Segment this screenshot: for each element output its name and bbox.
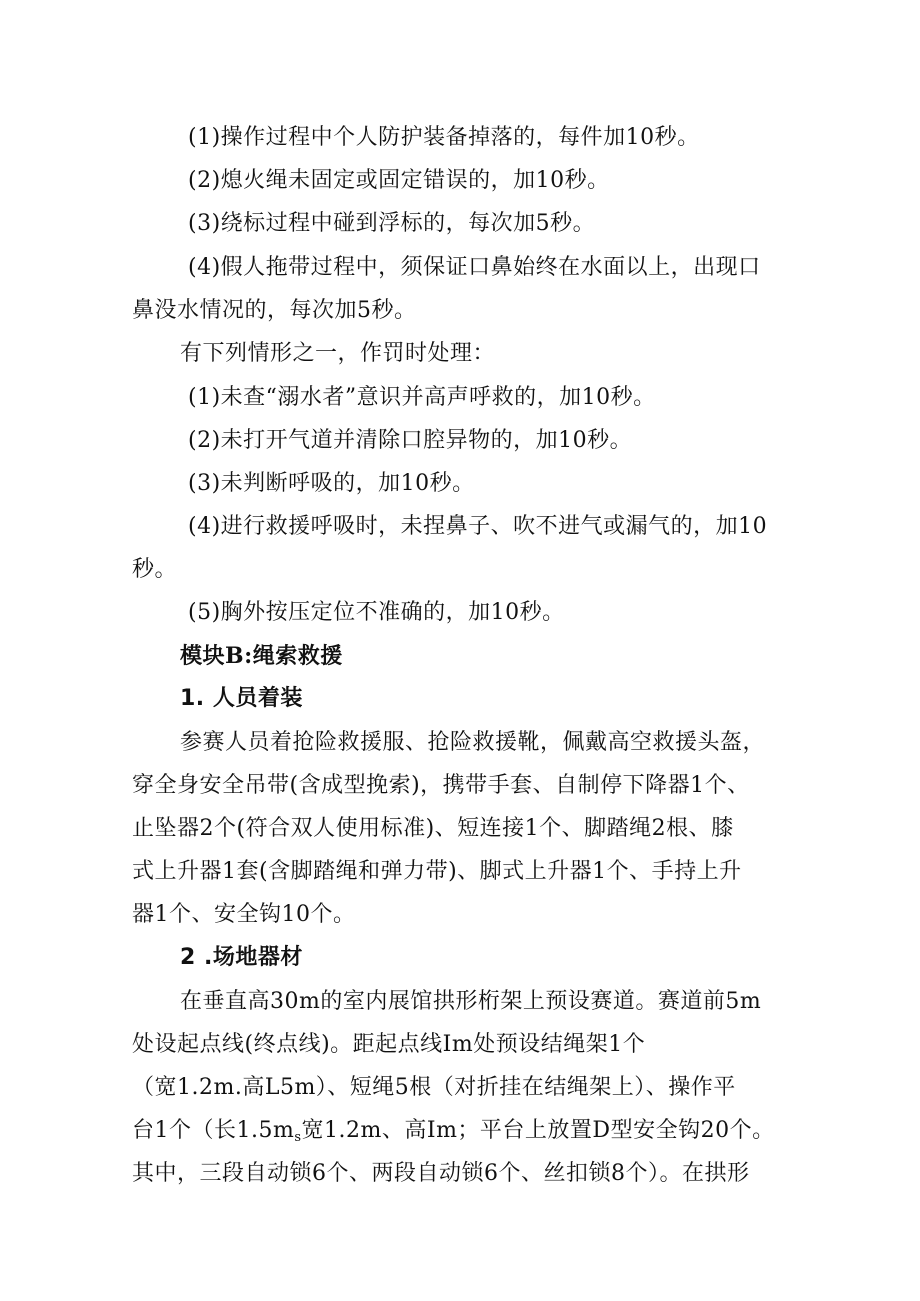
- cpr-penalty-item-5: (5)胸外按压定位不准确的，加10秒。: [188, 600, 565, 625]
- attire-paragraph-line-1: 参赛人员着抢险救援服、抢险救援靴，佩戴高空救援头盔，: [180, 730, 766, 755]
- venue-line-4-part-2: 宽1.2m、高Im；平台上放置D型安全钩20个。: [301, 1118, 775, 1143]
- cpr-penalty-item-4: (4)进行救援呼吸时，未捏鼻子、吹不进气或漏气的，加10: [188, 514, 768, 539]
- penalty-item-4-continued: 鼻没水情况的，每次加5秒。: [132, 298, 417, 323]
- module-b-heading: 模块B:绳索救援: [180, 643, 343, 669]
- penalty-item-3: (3)绕标过程中碰到浮标的，每次加5秒。: [188, 211, 596, 236]
- section-2-heading: 2 .场地器材: [180, 945, 303, 970]
- venue-line-4-subscript: s: [294, 1130, 302, 1145]
- venue-paragraph-line-4: [132, 1116, 775, 1153]
- venue-line-4-part-1: 台1个（长1.5m: [132, 1118, 295, 1143]
- venue-paragraph-line-1: 在垂直高30m的室内展馆拱形桁架上预设赛道。赛道前5m: [180, 989, 762, 1014]
- attire-paragraph-line-4: 式上升器1套(含脚踏绳和弹力带)、脚式上升器1个、手持上升: [132, 859, 742, 884]
- attire-paragraph-line-3: 止坠器2个(符合双人使用标准)、短连接1个、脚踏绳2根、膝: [132, 816, 734, 841]
- penalty-item-2: (2)熄火绳未固定或固定错误的，加10秒。: [188, 168, 610, 193]
- section-1-heading: 1. 人员着装: [180, 686, 303, 711]
- cpr-penalty-item-4-continued: 秒。: [132, 557, 178, 582]
- venue-paragraph-line-2: 处设起点线(终点线)。距起点线Im处预设结绳架1个: [132, 1032, 646, 1057]
- penalty-item-4: (4)假人拖带过程中，须保证口鼻始终在水面以上，出现口: [188, 255, 761, 280]
- cpr-penalty-item-1: (1)未查“溺水者”意识并高声呼救的，加10秒。: [188, 385, 656, 410]
- attire-paragraph-line-2: 穿全身安全吊带(含成型挽索)，携带手套、自制停下降器1个、: [132, 773, 750, 798]
- venue-paragraph-line-3: （宽1.2m.高L5m）、短绳5根（对折挂在结绳架上）、操作平: [132, 1075, 736, 1100]
- cpr-penalty-item-2: (2)未打开气道并清除口腔异物的，加10秒。: [188, 428, 633, 453]
- venue-paragraph-line-5: 其中，三段自动锁6个、两段自动锁6个、丝扣锁8个）。在拱形: [132, 1161, 750, 1186]
- penalty-section-intro: 有下列情形之一，作罚时处理：: [180, 341, 496, 366]
- attire-paragraph-line-5: 器1个、安全钩10个。: [132, 902, 356, 927]
- penalty-item-1: (1)操作过程中个人防护装备掉落的，每件加10秒。: [188, 125, 700, 150]
- cpr-penalty-item-3: (3)未判断呼吸的，加10秒。: [188, 471, 475, 496]
